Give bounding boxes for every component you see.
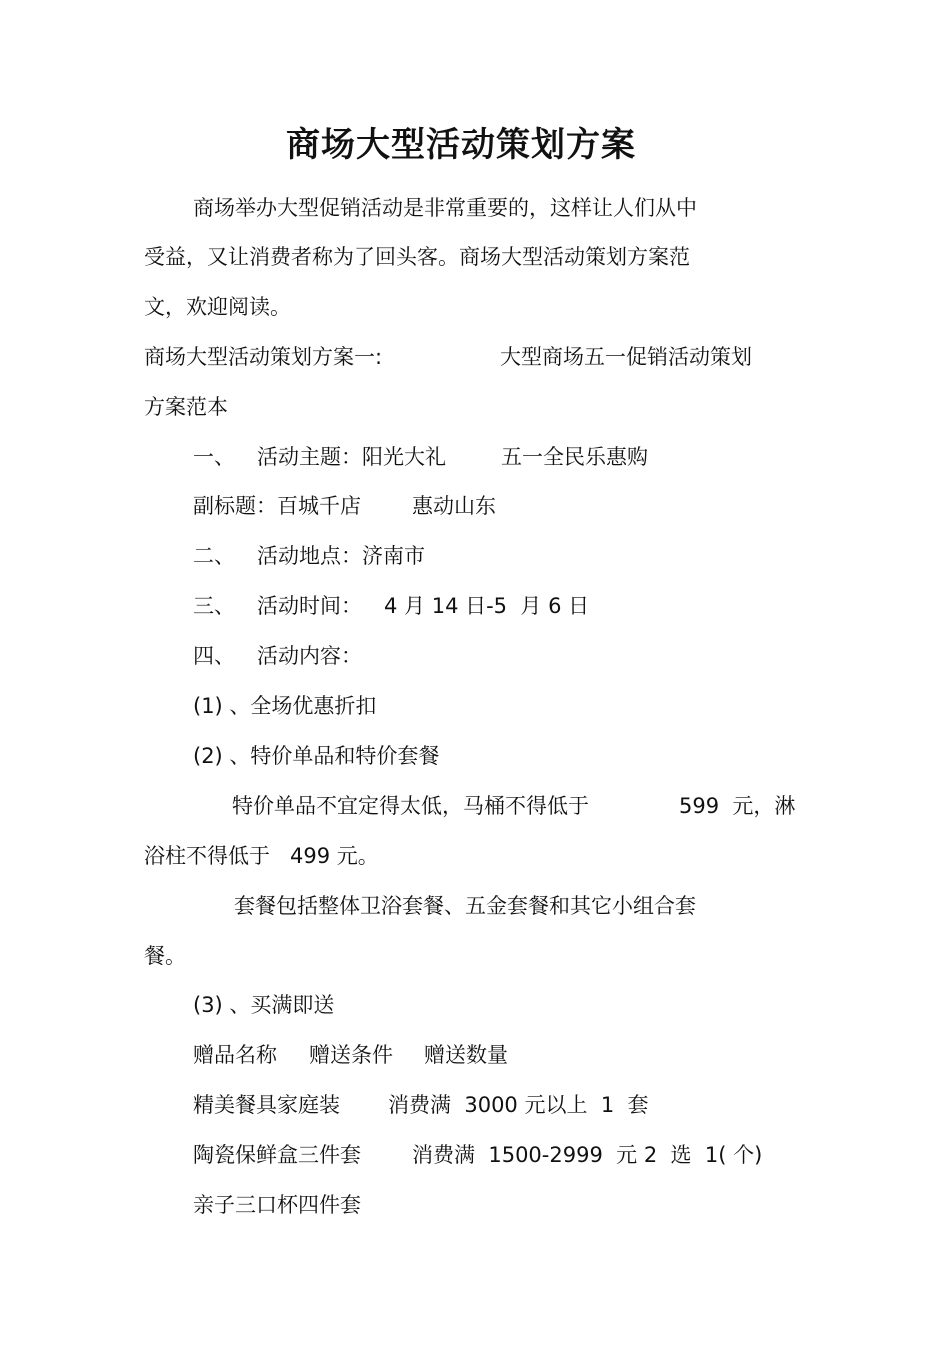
special-line-1b: 599 元，淋 (679, 794, 796, 818)
intro-line-3: 文，欢迎阅读。 (144, 295, 291, 319)
gift-header-condition: 赠送条件 (309, 1043, 393, 1067)
content-item-3: (3) 、买满即送 (193, 993, 335, 1017)
content-item-2: (2) 、特价单品和特价套餐 (193, 744, 440, 768)
intro-line-2: 受益，又让消费者称为了回头客。商场大型活动策划方案范 (144, 245, 690, 269)
section-2-number: 二、 (193, 544, 235, 568)
plan-heading-part-2: 大型商场五一促销活动策划 (500, 345, 752, 369)
set-line-1: 套餐包括整体卫浴套餐、五金套餐和其它小组合套 (234, 894, 696, 918)
section-4-number: 四、 (193, 644, 235, 668)
intro-line-1: 商场举办大型促销活动是非常重要的，这样让人们从中 (193, 196, 697, 220)
plan-heading-part-1: 商场大型活动策划方案一: (144, 345, 383, 369)
document-title: 商场大型活动策划方案 (286, 125, 636, 165)
section-2-text: 活动地点：济南市 (257, 544, 425, 568)
set-line-2: 餐。 (144, 944, 186, 968)
subtitle-value: 惠动山东 (412, 494, 496, 518)
plan-heading-line-2: 方案范本 (144, 395, 228, 419)
special-line-1a: 特价单品不宜定得太低，马桶不得低于 (232, 794, 589, 818)
section-3-label: 活动时间： (257, 594, 362, 618)
section-4-text: 活动内容： (257, 644, 362, 668)
gift-row-2-condition: 消费满 1500-2999 元 2 选 1( 个) (412, 1143, 763, 1167)
content-item-1: (1) 、全场优惠折扣 (193, 694, 377, 718)
gift-header-name: 赠品名称 (193, 1043, 277, 1067)
section-1-label: 活动主题：阳光大礼 (257, 445, 446, 469)
gift-row-1-name: 精美餐具家庭装 (193, 1093, 340, 1117)
section-1-number: 一、 (193, 445, 235, 469)
section-3-value: 4 月 14 日-5 月 6 日 (384, 594, 590, 618)
gift-row-3-name: 亲子三口杯四件套 (193, 1193, 361, 1217)
section-3-number: 三、 (193, 594, 235, 618)
subtitle-label: 副标题：百城千店 (193, 494, 361, 518)
gift-row-2-name: 陶瓷保鲜盒三件套 (193, 1143, 361, 1167)
gift-row-1-condition: 消费满 3000 元以上 1 套 (388, 1093, 649, 1117)
gift-header-quantity: 赠送数量 (424, 1043, 508, 1067)
section-1-value: 五一全民乐惠购 (501, 445, 648, 469)
special-line-2: 浴柱不得低于 499 元。 (144, 844, 379, 868)
